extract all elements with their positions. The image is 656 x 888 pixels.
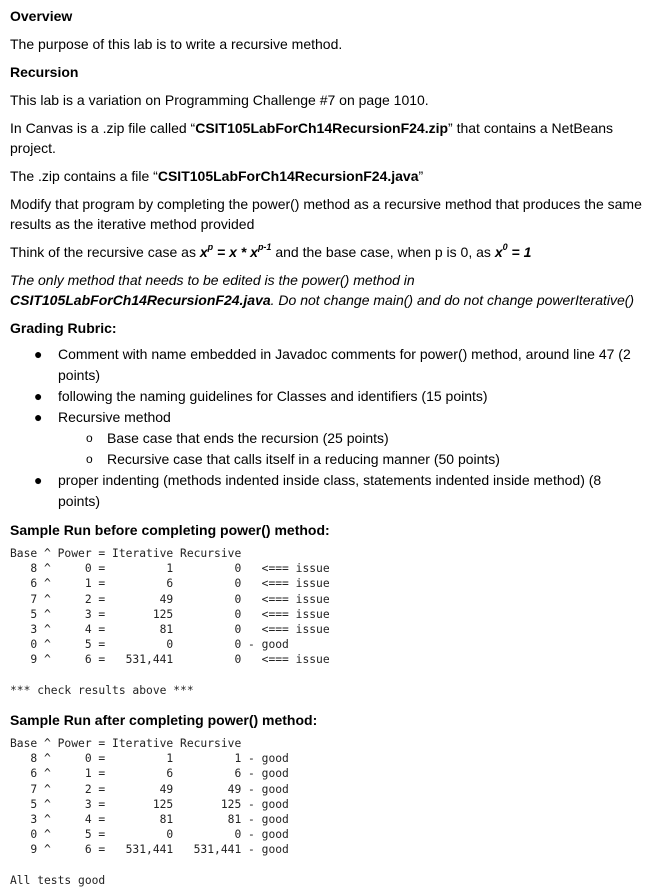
canvas-zip-text <box>10 118 646 158</box>
rubric-sublist <box>58 428 646 470</box>
zip-filename: CSIT105LabForCh14RecursionF24.zip <box>195 120 449 136</box>
rubric-item: ● proper indenting (methods indented inside class, statements indented inside method) (8 points) <box>34 472 602 509</box>
recursive-case-mid: and the base case, when p is 0, as <box>271 244 495 260</box>
recursive-case-pre: Think of the recursive case as <box>10 244 200 260</box>
edit-note-filename: CSIT105LabForCh14RecursionF24.java <box>10 292 271 308</box>
edit-note-line2: . Do not change main() and do not change powerIterative() <box>270 292 635 308</box>
zip-contains-pre: The .zip contains a file “ <box>10 168 158 184</box>
rubric-list <box>10 344 646 512</box>
rubric-item: ● Comment with name embedded in Javadoc comments for power() method, around line 47 (2 points) <box>34 346 631 383</box>
base-formula: $x^0 = 1$ <box>494 242 532 260</box>
recursive-formula: $x^p = x * x^{p-1}$ <box>199 242 272 260</box>
purpose-text: The purpose of this lab is to write a recursive method. <box>10 36 343 52</box>
rubric-item: ● Recursive method o Base case that ends the recursion (25 points) o Recursive case that calls itself in a reducing manner (50 points) <box>10 407 646 470</box>
edit-note-line1: The only method that needs to be edited is the power() method in <box>10 272 415 288</box>
edit-note <box>10 270 646 310</box>
before-run-output: Base ^ Power = Iterative Recursive 8 ^ 0 = 1 0 <=== issue 6 ^ 1 = 6 0 <=== issue 7 ^ 2 = 49 0 <=== issue 5 ^ 3 = 125 0 <=== issue 3 ^ 4 = 81 0 <=== issue 0 ^ 5 = 0 0 - good 9 ^ 6 = 531,441 0 <=== issue *** check results above *** <box>10 547 330 697</box>
recursive-case-text <box>10 242 646 262</box>
modify-text: Modify that program by completing the power() method as a recursive method that produces the same results as the iterative method provided <box>10 196 642 232</box>
bullet-icon: ● <box>34 346 43 362</box>
sub-bullet-icon: o <box>86 431 93 445</box>
bullet-icon: ● <box>34 472 43 488</box>
rubric-subitem: o Base case that ends the recursion (25 points) <box>58 428 646 449</box>
rubric-heading: Grading Rubric: <box>10 320 117 336</box>
after-run-heading: Sample Run after completing power() method: <box>10 712 318 729</box>
bullet-icon: ● <box>34 409 43 425</box>
zip-contains-post: ” <box>418 168 424 184</box>
bullet-icon: ● <box>34 388 43 404</box>
canvas-zip-pre: In Canvas is a .zip file called “ <box>10 120 196 136</box>
rubric-item: ● following the naming guidelines for Classes and identifiers (15 points) <box>10 386 646 407</box>
rubric-subitem: o Recursive case that calls itself in a reducing manner (50 points) <box>58 449 646 470</box>
overview-heading: Overview <box>10 8 73 24</box>
variation-text: This lab is a variation on Programming Challenge #7 on page 1010. <box>10 92 429 108</box>
after-run-output: Base ^ Power = Iterative Recursive 8 ^ 0 = 1 1 - good 6 ^ 1 = 6 6 - good 7 ^ 2 = 49 49 - good 5 ^ 3 = 125 125 - good 3 ^ 4 = 81 81 - good 0 ^ 5 = 0 0 - good 9 ^ 6 = 531,441 531,441 - good All tests good <box>10 737 289 887</box>
before-run-heading: Sample Run before completing power() method: <box>10 522 330 538</box>
java-filename: CSIT105LabForCh14RecursionF24.java <box>157 168 419 184</box>
zip-contains-text <box>10 166 646 186</box>
sub-bullet-icon: o <box>86 452 93 466</box>
canvas-zip-post: ” that contains a NetBeans project. <box>10 120 614 156</box>
recursion-heading: Recursion <box>10 64 79 80</box>
